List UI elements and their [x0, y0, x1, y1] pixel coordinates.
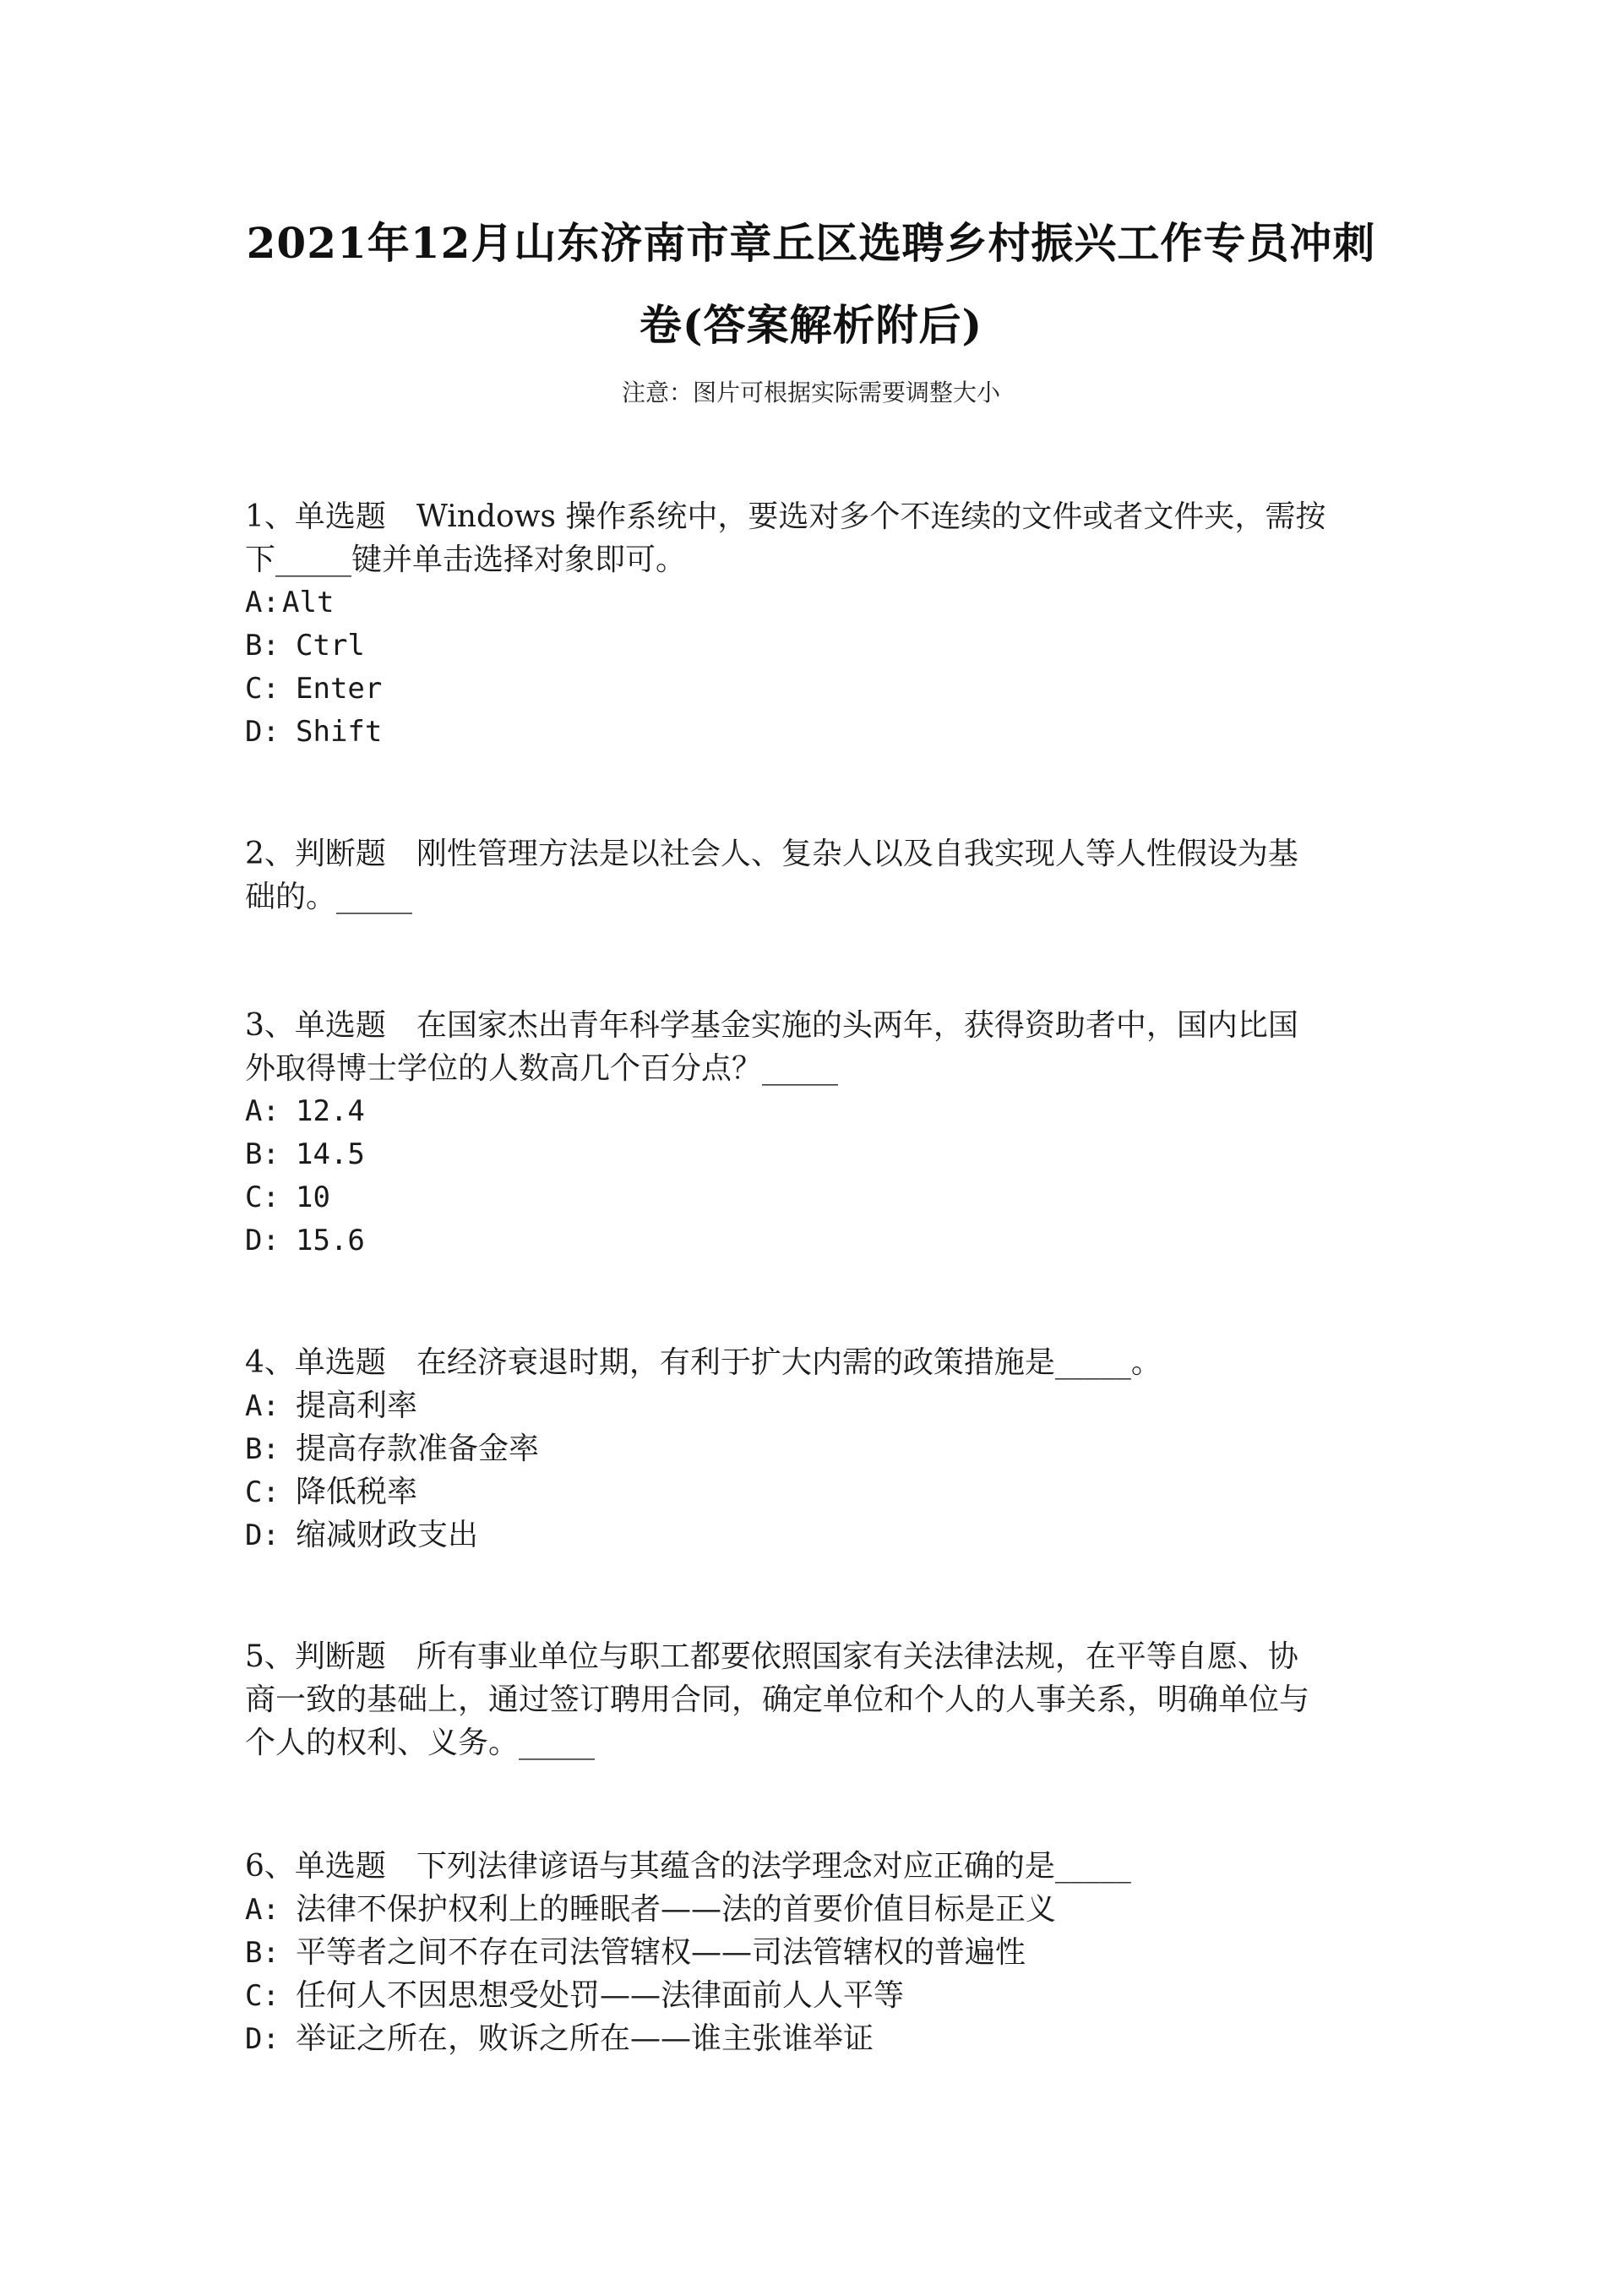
- option-c: C: 任何人不因思想受处罚——法律面前人人平等: [245, 1978, 905, 2013]
- option-c: C: 10: [245, 1181, 330, 1214]
- option-a: A: 12.4: [245, 1094, 365, 1128]
- option-b: B: 提高存款准备金率: [245, 1432, 540, 1466]
- option-d: D: Shift: [245, 715, 383, 749]
- option-b: B: Ctrl: [245, 629, 365, 663]
- document-title-line-2: 卷(答案解析附后): [639, 300, 983, 350]
- question-text-line: 商一致的基础上，通过签订聘用合同，确定单位和个人的人事关系，明确单位与: [245, 1682, 1310, 1717]
- resize-note: 注意：图片可根据实际需要调整大小: [621, 379, 1000, 406]
- option-a: A:Alt: [245, 586, 335, 619]
- option-d: D: 缩减财政支出: [245, 1518, 479, 1552]
- question-5: [245, 1635, 1381, 1764]
- question-6: [245, 1845, 1381, 2060]
- question-text-line: 个人的权利、义务。_____: [245, 1726, 596, 1760]
- question-text-line: 外取得博士学位的人数高几个百分点？_____: [245, 1051, 839, 1086]
- question-text-line: 1、单选题 Windows 操作系统中，要选对多个不连续的文件或者文件夹，需按: [245, 499, 1326, 534]
- question-text-line: 础的。_____: [245, 880, 413, 914]
- option-b: B: 平等者之间不存在司法管辖权——司法管辖权的普遍性: [245, 1935, 1026, 1970]
- question-text-line: 3、单选题 在国家杰出青年科学基金实施的头两年，获得资助者中，国内比国: [245, 1008, 1298, 1043]
- question-text-line: 下_____键并单击选择对象即可。: [245, 543, 687, 577]
- document-title-line-1: 2021年12月山东济南市章丘区选聘乡村振兴工作专员冲刺: [246, 218, 1376, 268]
- question-text-line: 6、单选题 下列法律谚语与其蕴含的法学理念对应正确的是_____: [245, 1849, 1131, 1884]
- option-a: A: 法律不保护权利上的睡眠者——法的首要价值目标是正义: [245, 1892, 1057, 1927]
- option-c: C: Enter: [245, 672, 383, 706]
- option-b: B: 14.5: [245, 1137, 365, 1171]
- question-4: [245, 1341, 1381, 1557]
- question-2: [245, 832, 1381, 919]
- option-d: D: 15.6: [245, 1224, 365, 1257]
- option-a: A: 提高利率: [245, 1388, 418, 1423]
- option-d: D: 举证之所在，败诉之所在——谁主张谁举证: [245, 2021, 874, 2056]
- question-text-line: 2、判断题 刚性管理方法是以社会人、复杂人以及自我实现人等人性假设为基: [245, 837, 1298, 871]
- question-text-line: 4、单选题 在经济衰退时期，有利于扩大内需的政策措施是_____。: [245, 1345, 1162, 1380]
- option-c: C: 降低税率: [245, 1475, 418, 1509]
- question-3: [245, 1004, 1381, 1263]
- question-text-line: 5、判断题 所有事业单位与职工都要依照国家有关法律法规，在平等自愿、协: [245, 1639, 1298, 1674]
- question-1: [245, 495, 1381, 754]
